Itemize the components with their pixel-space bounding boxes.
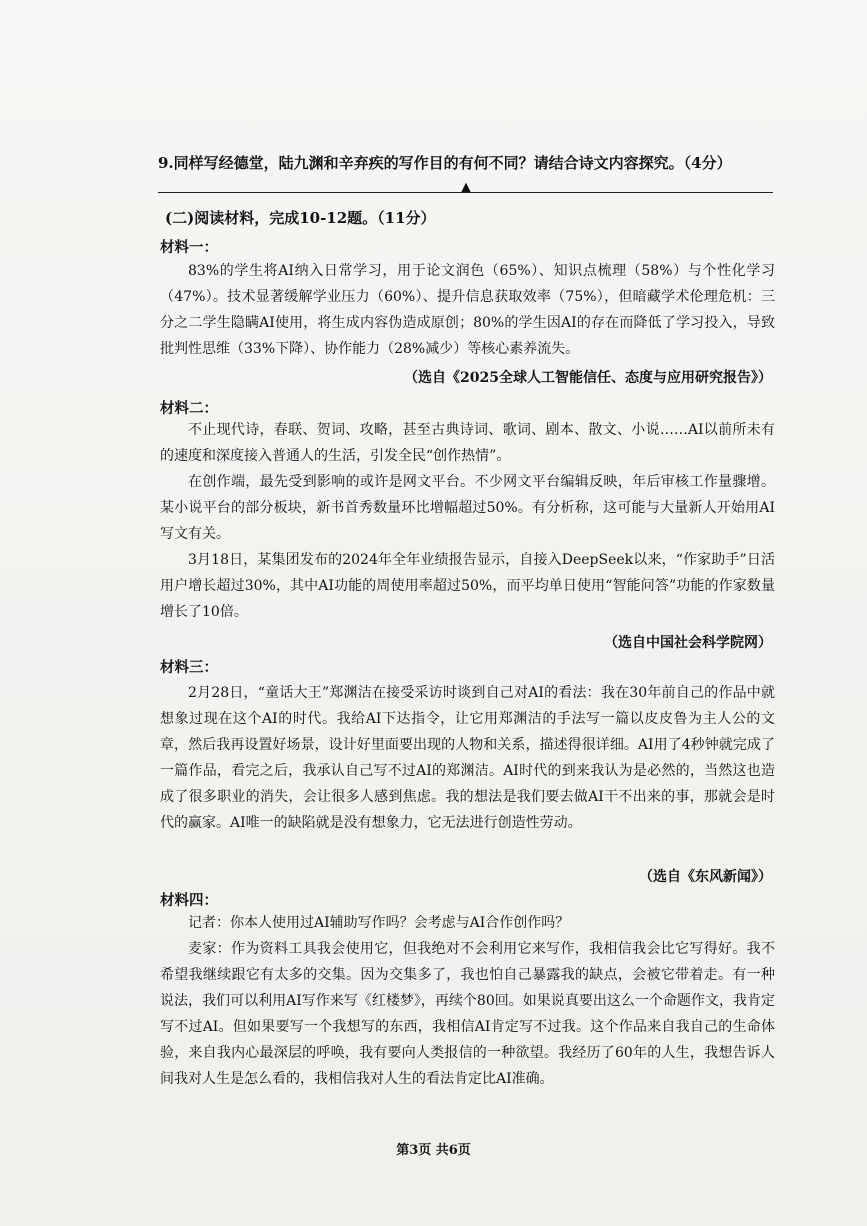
material-3-heading: 材料三： xyxy=(160,659,218,676)
triangle-icon: ▲ xyxy=(461,180,471,195)
material-1-paragraph: 83%的学生将AI纳入日常学习，用于论文润色（65%）、知识点梳理（58%）与个性化学习（47%）。技术显著缓解学业压力（60%）、提升信息获取效率（75%），但暗藏学术伦理危机：三分之二学生隐瞒AI使用，将生成内容伪造成原创；80%的学生因AI的存在而降低了学习投入，导致批判性思维（33%下降）、协作能力（28%减少）等核心素养流失。 xyxy=(160,263,775,357)
material-4-paragraph-2: 麦家：作为资料工具我会使用它，但我绝对不会利用它来写作，我相信我会比它写得好。我不希望我继续跟它有太多的交集。因为交集多了，我也怕自己暴露我的缺点，会被它带着走。有一种说法，我们可以利用AI写作来写《红楼梦》，再续个80回。如果说真要出这么一个命题作文，我肯定写不过AI。但如果要写一个我想写的东西，我相信AI肯定写不过我。这个作品来自我自己的生命体验，来自我内心最深层的呼唤，我有要向人类报信的一种欲望。我经历了60年的人生，我想告诉人间我对人生是怎么看的，我相信我对人生的看法肯定比AI准确。 xyxy=(160,941,775,1087)
material-2-source: （选自中国社会科学院网） xyxy=(604,635,772,651)
material-4-heading: 材料四： xyxy=(160,892,218,909)
material-3-paragraph: 2月28日，“童话大王”郑渊洁在接受采访时谈到自己对AI的看法：我在30年前自己的作品中就想象过现在这个AI的时代。我给AI下达指令，让它用郑渊洁的手法写一篇以皮皮鲁为主人公的文章，然后我再设置好场景，设计好里面要出现的人物和关系，描述得很详细。AI用了4秒钟就完成了一篇作品，看完之后，我承认自己写不过AI的郑渊洁。AI时代的到来我认为是必然的，当然这也造成了很多职业的消失，会让很多人感到焦虑。我的想法是我们要去做AI干不出来的事，那就会是时代的赢家。AI唯一的缺陷就是没有想象力，它无法进行创造性劳动。 xyxy=(160,685,775,831)
question-9: 9.同样写经德堂，陆九渊和辛弃疾的写作目的有何不同？请结合诗文内容探究。（4分） xyxy=(158,154,732,172)
material-2-paragraph-2: 在创作端，最先受到影响的或许是网文平台。不少网文平台编辑反映，年后审核工作量骤增。某小说平台的部分板块，新书首秀数量环比增幅超过50%。有分析称，这可能与大量新人开始用AI写文有关。 xyxy=(160,474,775,542)
material-3-source: （选自《东风新闻》） xyxy=(639,869,772,885)
material-1-heading: 材料一： xyxy=(160,239,218,256)
material-4-paragraph-1: 记者：你本人使用过AI辅助写作吗？会考虑与AI合作创作吗？ xyxy=(188,915,570,931)
page-footer: 第3页 共6页 xyxy=(396,1143,471,1158)
material-2-paragraph-1: 不止现代诗，春联、贺词、攻略，甚至古典诗词、歌词、剧本、散文、小说……AI以前所未有的速度和深度接入普通人的生活，引发全民“创作热情”。 xyxy=(160,422,775,464)
divider-line xyxy=(158,192,773,193)
material-2-heading: 材料二： xyxy=(160,400,218,417)
section-title: (二)阅读材料，完成10-12题。（11分） xyxy=(165,209,436,227)
material-2-paragraph-3: 3月18日，某集团发布的2024年全年业绩报告显示，自接入DeepSeek以来，“作家助手”日活用户增长超过30%，其中AI功能的周使用率超过50%，而平均单日使用“智能问答”功能的作家数量增长了10倍。 xyxy=(160,552,775,620)
material-1-source: （选自《2025全球人工智能信任、态度与应用研究报告》） xyxy=(404,370,772,386)
